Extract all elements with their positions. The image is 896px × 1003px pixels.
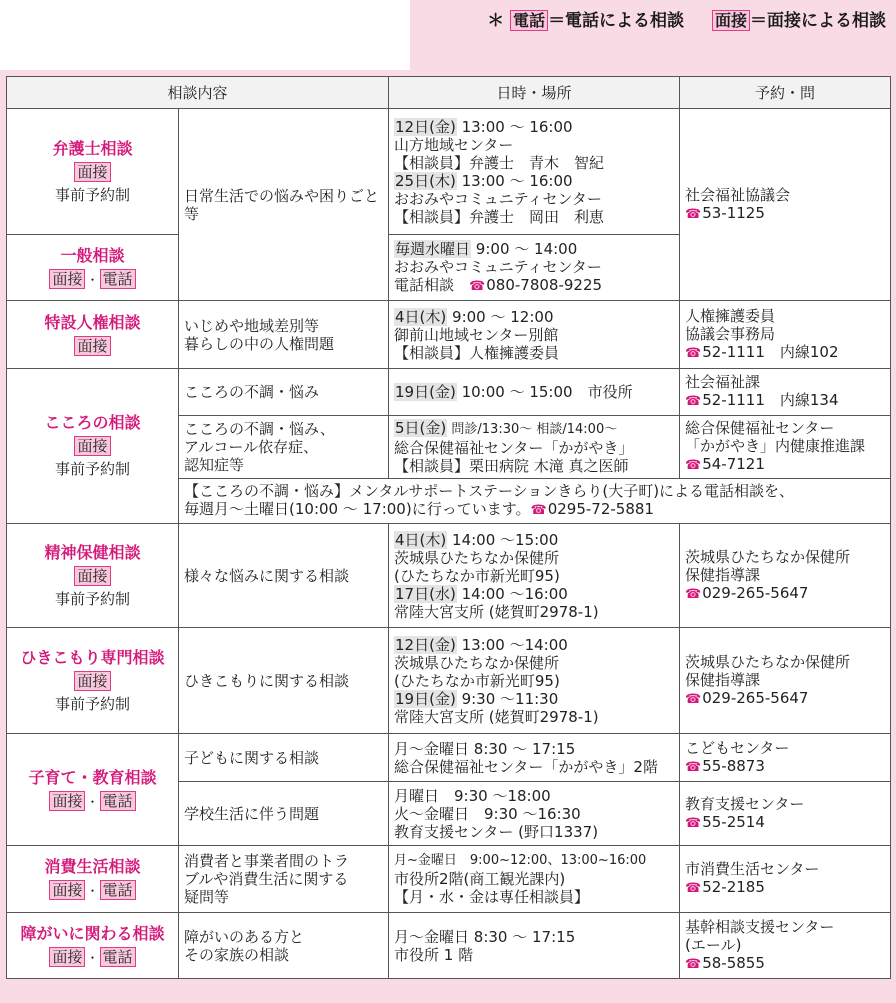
note-text: 毎週月～土曜日(10:00 ～ 17:00)に行っています。 xyxy=(184,500,531,518)
phone-icon: ☎ xyxy=(469,278,486,294)
reserve-cell xyxy=(680,416,891,479)
time-text: 14:00 ～16:00 xyxy=(456,584,568,603)
contact-phone: 029-265-5647 xyxy=(702,583,809,602)
face-tag: 面接 xyxy=(74,162,110,182)
category-note: 事前予約制 xyxy=(54,694,130,713)
contact-name: 人権擁護委員 xyxy=(685,306,776,325)
table-row xyxy=(7,369,891,416)
category-cell xyxy=(7,369,179,524)
phone-icon: ☎ xyxy=(685,586,702,602)
phone-icon: ☎ xyxy=(685,956,702,972)
legend-phone-tag: 電話 xyxy=(510,10,548,31)
table-row xyxy=(7,301,891,369)
face-tag: 面接 xyxy=(49,880,85,900)
date-label: 25日(木) xyxy=(395,171,456,190)
top-white-area xyxy=(0,0,410,70)
counselor-text: 【相談員】人権擁護委員 xyxy=(394,343,560,362)
date-label: 17日(水) xyxy=(395,584,456,603)
category-title: 精神保健相談 xyxy=(44,542,141,562)
time-text: 10:00 ～ 15:00 市役所 xyxy=(456,383,633,401)
date-label: 12日(金) xyxy=(395,635,456,654)
contact-name: 社会福祉協議会 xyxy=(685,185,791,204)
face-tag: 面接 xyxy=(49,269,85,289)
content-line: こころの不調・悩み、 xyxy=(184,420,335,438)
table-row xyxy=(7,524,891,628)
legend xyxy=(487,6,886,31)
phone-icon: ☎ xyxy=(530,503,547,518)
table-row xyxy=(7,913,891,979)
place-text: 茨城県ひたちなか保健所 xyxy=(394,548,560,567)
content-cell xyxy=(179,846,389,913)
legend-mark: ＊ xyxy=(487,11,505,31)
content-cell xyxy=(179,913,389,979)
place-text: 御前山地域センター別館 xyxy=(394,325,559,344)
place-text: 常陸大宮支所 (姥賀町2978-1) xyxy=(394,707,599,726)
table-row xyxy=(7,846,891,913)
face-tag: 面接 xyxy=(74,671,110,691)
date-label: 4日(木) xyxy=(395,530,447,549)
content-line: 消費者と事業者間のトラ xyxy=(184,852,350,870)
header-reserve: 予約・問 xyxy=(680,77,891,109)
content-cell xyxy=(179,301,389,369)
category-cell xyxy=(7,846,179,913)
contact-phone: 54-7121 xyxy=(702,455,765,473)
place-text: 総合保健福祉センター「かがやき」2階 xyxy=(394,757,658,776)
time-text: 9:00 ～ 14:00 xyxy=(471,239,578,258)
category-cell xyxy=(7,235,179,301)
face-tag: 面接 xyxy=(49,947,85,967)
category-note: 事前予約制 xyxy=(54,185,130,204)
contact-phone: 53-1125 xyxy=(702,203,765,222)
datetime-cell xyxy=(389,846,680,913)
reserve-cell xyxy=(680,301,891,369)
datetime-cell xyxy=(389,524,680,628)
legend-face-text: ＝面接による相談 xyxy=(750,11,886,31)
category-cell xyxy=(7,524,179,628)
content-cell: こころの不調・悩み xyxy=(179,369,389,416)
datetime-cell xyxy=(389,734,680,782)
phone-icon: ☎ xyxy=(685,881,702,896)
counselor-text: 【相談員】弁護士 青木 智紀 xyxy=(394,153,605,172)
content-line: 疑問等 xyxy=(184,888,230,906)
date-label: 19日(金) xyxy=(395,689,456,708)
legend-phone-text: ＝電話による相談 xyxy=(548,11,685,31)
tag-dot: ・ xyxy=(86,794,99,809)
tag-dot: ・ xyxy=(86,884,99,898)
contact-phone: 52-1111 内線134 xyxy=(702,391,839,409)
header-datetime: 日時・場所 xyxy=(389,77,680,109)
datetime-cell xyxy=(389,235,680,301)
reserve-cell xyxy=(680,846,891,913)
time-text: 問診/13:30～ 相談/14:00～ xyxy=(447,422,618,437)
reserve-cell xyxy=(680,524,891,628)
counselor-text: 【相談員】弁護士 岡田 利恵 xyxy=(394,207,605,226)
content-cell: 日常生活での悩みや困りごと等 xyxy=(179,109,389,301)
contact-name: 保健指導課 xyxy=(685,565,761,584)
contact-phone: 55-2514 xyxy=(702,812,765,831)
category-note: 事前予約制 xyxy=(54,589,130,608)
header-content: 相談内容 xyxy=(7,77,389,109)
legend-face-tag: 面接 xyxy=(712,10,750,31)
content-line: ブルや消費生活に関する xyxy=(184,870,349,888)
table-header-row xyxy=(7,77,891,109)
contact-name: 教育支援センター xyxy=(685,794,805,813)
contact-name: 社会福祉課 xyxy=(685,373,761,391)
contact-name: (エール) xyxy=(685,935,742,954)
phone-tag: 電話 xyxy=(100,269,136,289)
category-title: 子育て・教育相談 xyxy=(28,767,157,787)
content-cell: 様々な悩みに関する相談 xyxy=(179,524,389,628)
datetime-cell xyxy=(389,913,680,979)
contact-name: 基幹相談支援センター xyxy=(685,917,835,936)
place-text: 総合保健福祉センター「かがやき」 xyxy=(394,439,634,457)
reserve-cell xyxy=(680,628,891,734)
place-text: 教育支援センター (野口1337) xyxy=(394,822,599,841)
category-cell xyxy=(7,913,179,979)
reserve-cell xyxy=(680,734,891,782)
place-text: 常陸大宮支所 (姥賀町2978-1) xyxy=(394,602,599,621)
note-cell xyxy=(179,479,891,524)
contact-name: 茨城県ひたちなか保健所 xyxy=(685,652,851,671)
time-text: 13:00 ～ 16:00 xyxy=(456,171,573,190)
category-cell xyxy=(7,301,179,369)
content-line: アルコール依存症、 xyxy=(184,438,319,456)
contact-name: 茨城県ひたちなか保健所 xyxy=(685,547,851,566)
contact-phone: 55-8873 xyxy=(702,756,765,775)
table-row xyxy=(7,628,891,734)
face-tag: 面接 xyxy=(74,436,110,456)
reserve-cell xyxy=(680,913,891,979)
contact-phone: 080-7808-9225 xyxy=(486,275,603,294)
reserve-cell xyxy=(680,109,891,301)
content-line: 障がいのある方と xyxy=(184,927,305,946)
time-text: 13:00 ～14:00 xyxy=(456,635,568,654)
phone-consult-label: 電話相談 xyxy=(394,275,470,294)
place-text: おおみやコミュニティセンター xyxy=(394,189,602,208)
time-text: 火～金曜日 9:30 ～16:30 xyxy=(394,804,581,823)
time-text: 月～金曜日 8:30 ～ 17:15 xyxy=(394,927,576,946)
contact-phone: 029-265-5647 xyxy=(702,688,809,707)
contact-name: こどもセンター xyxy=(685,738,790,757)
reserve-cell xyxy=(680,369,891,416)
datetime-cell xyxy=(389,369,680,416)
face-tag: 面接 xyxy=(74,566,110,586)
time-text: 9:00 ～ 12:00 xyxy=(447,307,554,326)
phone-icon: ☎ xyxy=(685,691,702,707)
phone-icon: ☎ xyxy=(685,759,702,775)
time-text: 月~金曜日 9:00~12:00、13:00~16:00 xyxy=(394,853,647,868)
place-text: 茨城県ひたちなか保健所 xyxy=(394,653,560,672)
category-title: ひきこもり専門相談 xyxy=(20,647,165,667)
counselor-text: 【相談員】栗田病院 木滝 真之医師 xyxy=(394,457,629,475)
place-text: 市役所 1 階 xyxy=(394,945,474,964)
category-title: 消費生活相談 xyxy=(44,857,141,876)
content-line: その家族の相談 xyxy=(184,945,290,964)
table-row xyxy=(7,734,891,782)
datetime-cell xyxy=(389,416,680,479)
phone-icon: ☎ xyxy=(685,394,702,409)
tag-dot: ・ xyxy=(86,950,99,965)
content-line: いじめや地域差別等 xyxy=(184,316,320,335)
date-label: 5日(金) xyxy=(395,419,447,437)
time-text: 月～金曜日 8:30 ～ 17:15 xyxy=(394,739,576,758)
category-cell xyxy=(7,109,179,235)
contact-name: 総合保健福祉センター xyxy=(685,419,835,437)
content-cell: ひきこもりに関する相談 xyxy=(179,628,389,734)
reserve-cell xyxy=(680,782,891,846)
contact-name: 市消費生活センター xyxy=(685,860,820,878)
time-text: 月曜日 9:30 ～18:00 xyxy=(394,786,551,805)
phone-tag: 電話 xyxy=(100,791,136,811)
category-cell xyxy=(7,734,179,846)
time-text: 13:00 ～ 16:00 xyxy=(456,117,573,136)
phone-tag: 電話 xyxy=(100,880,136,900)
date-label: 毎週水曜日 xyxy=(395,239,471,258)
date-label: 19日(金) xyxy=(395,383,456,401)
category-note: 事前予約制 xyxy=(54,460,130,478)
content-line: 認知症等 xyxy=(184,456,245,474)
category-title: 一般相談 xyxy=(60,245,125,265)
content-line: 暮らしの中の人権問題 xyxy=(184,334,335,353)
contact-name: 保健指導課 xyxy=(685,670,761,689)
category-title: 弁護士相談 xyxy=(52,138,133,158)
datetime-cell xyxy=(389,301,680,369)
place-text: おおみやコミュニティセンター xyxy=(394,257,602,276)
phone-icon: ☎ xyxy=(685,206,702,222)
tag-dot: ・ xyxy=(86,272,99,287)
category-title: 特設人権相談 xyxy=(44,312,141,332)
contact-phone: 52-2185 xyxy=(702,878,765,896)
contact-phone: 58-5855 xyxy=(702,953,765,972)
note-text: 【こころの不調・悩み】メンタルサポートステーションきらり(大子町)による電話相談を、 xyxy=(184,482,795,500)
datetime-cell xyxy=(389,782,680,846)
contact-phone: 52-1111 内線102 xyxy=(702,342,839,361)
face-tag: 面接 xyxy=(49,791,85,811)
place-text: 山方地域センター xyxy=(394,135,514,154)
content-cell: 学校生活に伴う問題 xyxy=(179,782,389,846)
time-text: 9:30 ～11:30 xyxy=(456,689,559,708)
datetime-cell xyxy=(389,628,680,734)
table-row xyxy=(7,109,891,235)
phone-icon: ☎ xyxy=(685,815,702,831)
category-title: こころの相談 xyxy=(44,413,141,432)
contact-name: 「かがやき」内健康推進課 xyxy=(685,437,866,455)
address-text: (ひたちなか市新光町95) xyxy=(394,671,560,690)
content-cell xyxy=(179,416,389,479)
place-text: 市役所2階(商工観光課内) xyxy=(394,870,566,888)
time-text: 14:00 ～15:00 xyxy=(447,530,559,549)
phone-tag: 電話 xyxy=(100,947,136,967)
content-cell: 子どもに関する相談 xyxy=(179,734,389,782)
contact-name: 協議会事務局 xyxy=(685,324,776,343)
contact-phone: 0295-72-5881 xyxy=(547,500,654,518)
counselor-text: 【月・水・金は専任相談員】 xyxy=(394,888,590,906)
datetime-cell xyxy=(389,109,680,235)
phone-icon: ☎ xyxy=(685,345,702,361)
face-tag: 面接 xyxy=(74,336,110,356)
date-label: 12日(金) xyxy=(395,117,456,136)
address-text: (ひたちなか市新光町95) xyxy=(394,566,560,585)
category-title: 障がいに関わる相談 xyxy=(20,923,165,943)
consultation-table xyxy=(6,76,891,979)
category-cell xyxy=(7,628,179,734)
phone-icon: ☎ xyxy=(685,458,702,473)
date-label: 4日(木) xyxy=(395,307,447,326)
